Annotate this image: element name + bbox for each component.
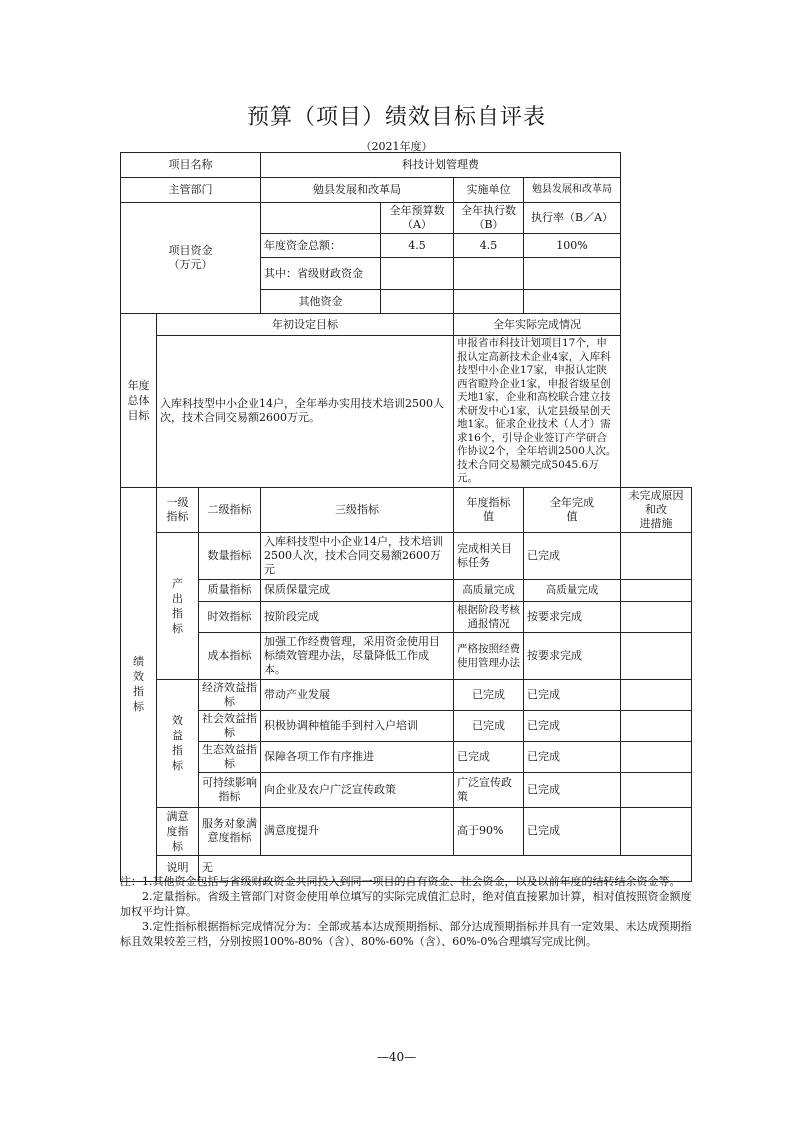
footnote-1: 注：1.其他资金包括与省级财政资金共同投入到同一项目的自有资金、社会资金，以及以前年度的结转结余资金等。 [120,875,681,888]
indicator-row-2-reason [621,579,692,601]
indicator-row-1-reason [621,532,692,579]
indicator-row-9-reason [621,807,692,855]
lvl2-header: 二级指标 [199,487,261,532]
actual-completion-text: 申报省市科技计划项目17个，申报认定高新技术企业4家，入库科技型中小企业17家，申报认定陕西省瞪羚企业1家，申报省级星创天地1家，企业和高校联合建立技术研发中心1家，认定县级星创天地1家。征求企业技术（人才）需求16个，引导企业签订产学研合作协议2个，全年培训2500人次。技术合同交易额完成5045.6万元。 [454,336,621,488]
indicator-row-8-done: 已完成 [524,772,621,807]
indicator-row-2-lvl3: 保质保量完成 [261,579,454,601]
other-exec-cell [454,290,524,314]
indicator-row-5-lvl3: 带动产业发展 [261,679,454,710]
funds-label: 项目资金 （万元） [121,203,261,314]
indicator-row-1-done: 已完成 [524,532,621,579]
indicator-row-7-lvl2: 生态效益指标 [199,741,261,772]
total-exec-value: 4.5 [454,234,524,258]
indicator-row-7-target: 已完成 [454,741,524,772]
impl-label: 实施单位 [454,178,524,203]
dept-label: 主管部门 [121,178,261,203]
project-name-label: 项目名称 [121,153,261,178]
indicator-row-7-lvl3: 保障各项工作有序推进 [261,741,454,772]
indicator-row-6-lvl3: 积极协调种植能手到村入户培训 [261,710,454,741]
actual-completion-header: 全年实际完成情况 [454,314,621,336]
self-evaluation-table [120,152,692,882]
reason-header: 未完成原因和改 进措施 [621,487,692,532]
benefit-indicators-label: 效 益 指 标 [157,679,199,807]
exec-col-header: 全年执行数（B） [454,203,524,234]
other-rate-cell [524,290,621,314]
indicator-row-8-target: 广泛宣传政策 [454,772,524,807]
satisfaction-indicators-label: 满意 度指 标 [157,807,199,855]
rate-col-header: 执行率（B／A） [524,203,621,234]
perf-indicators-label: 绩 效 指 标 [121,487,157,881]
lvl3-header: 三级指标 [261,487,454,532]
indicator-row-8-reason [621,772,692,807]
initial-goal-header: 年初设定目标 [157,314,454,336]
indicator-row-6-lvl2: 社会效益指标 [199,710,261,741]
footnote-3: 3.定性指标根据指标完成情况分为：全部或基本达成预期指标、部分达成预期指标并具有一定效果、未达成预期指标且效果较差三档，分别按照100%-80%（含）、80%-60%（含）、60%-0%合理填写完成比例。 [120,920,692,948]
indicator-row-3-reason [621,601,692,632]
indicator-row-7-reason [621,741,692,772]
indicator-row-7-done: 已完成 [524,741,621,772]
page-number: —40— [376,1050,417,1064]
other-budget-cell [381,290,454,314]
impl-value: 勉县发展和改革局 [524,178,621,203]
indicator-row-8-lvl3: 向企业及农户广泛宣传政策 [261,772,454,807]
note-value: 无 [199,855,692,881]
indicator-row-4-target: 严格按照经费使用管理办法 [454,632,524,679]
indicator-row-3-lvl2: 时效指标 [199,601,261,632]
dept-value: 勉县发展和改革局 [261,178,454,203]
indicator-row-2-done: 高质量完成 [524,579,621,601]
indicator-row-1-target: 完成相关目标任务 [454,532,524,579]
budget-col-header: 全年预算数 （A） [381,203,454,234]
year-subtitle: （2021年度） [360,140,433,153]
page-title: 预算（项目）绩效目标自评表 [246,105,546,130]
indicator-row-6-done: 已完成 [524,710,621,741]
provincial-exec-cell [454,258,524,290]
indicator-row-1-lvl3: 入库科技型中小企业14户，技术培训2500人次，技术合同交易额2600万元 [261,532,454,579]
total-budget-value: 4.5 [381,234,454,258]
annual-goal-label: 年度 总体 目标 [121,314,157,488]
note-label: 说明 [157,855,199,881]
indicator-row-6-reason [621,710,692,741]
indicator-row-6-target: 已完成 [454,710,524,741]
indicator-row-4-lvl2: 成本指标 [199,632,261,679]
indicator-row-3-target: 根据阶段考核通报情况 [454,601,524,632]
indicator-row-8-lvl2: 可持续影响指标 [199,772,261,807]
footnote-2: 2.定量指标。省级主管部门对资金使用单位填写的实际完成值汇总时，绝对值直接累加计算，相对值按照资金额度加权平均计算。 [120,890,692,918]
total-funds-label: 年度资金总额： [261,234,381,258]
footnotes [120,874,695,949]
indicator-row-5-reason [621,679,692,710]
output-indicators-label: 产 出 指 标 [157,532,199,679]
indicator-row-2-target: 高质量完成 [454,579,524,601]
funds-header-blank [261,203,381,234]
project-name-value: 科技计划管理费 [261,153,621,178]
indicator-row-9-target: 高于90% [454,807,524,855]
provincial-budget-cell [381,258,454,290]
indicator-row-4-reason [621,632,692,679]
done-value-header: 全年完成 值 [524,487,621,532]
indicator-row-9-done: 已完成 [524,807,621,855]
indicator-row-5-lvl2: 经济效益指标 [199,679,261,710]
initial-goal-text: 入库科技型中小企业14户，全年举办实用技术培训2500人次，技术合同交易额2600万元。 [157,336,454,488]
total-rate-value: 100% [524,234,621,258]
target-value-header: 年度指标 值 [454,487,524,532]
indicator-row-9-lvl2: 服务对象满意度指标 [199,807,261,855]
other-funds-label: 其他资金 [261,290,381,314]
indicator-row-1-lvl2: 数量指标 [199,532,261,579]
indicator-row-3-lvl3: 按阶段完成 [261,601,454,632]
indicator-row-4-lvl3: 加强工作经费管理，采用资金使用目标绩效管理办法，尽量降低工作成本。 [261,632,454,679]
indicator-row-5-done: 已完成 [524,679,621,710]
lvl1-header: 一级 指标 [157,487,199,532]
indicator-row-9-lvl3: 满意度提升 [261,807,454,855]
indicator-row-2-lvl2: 质量指标 [199,579,261,601]
indicator-row-4-done: 按要求完成 [524,632,621,679]
indicator-row-5-target: 已完成 [454,679,524,710]
provincial-funds-label: 其中：省级财政资金 [261,258,381,290]
indicator-row-3-done: 按要求完成 [524,601,621,632]
provincial-rate-cell [524,258,621,290]
